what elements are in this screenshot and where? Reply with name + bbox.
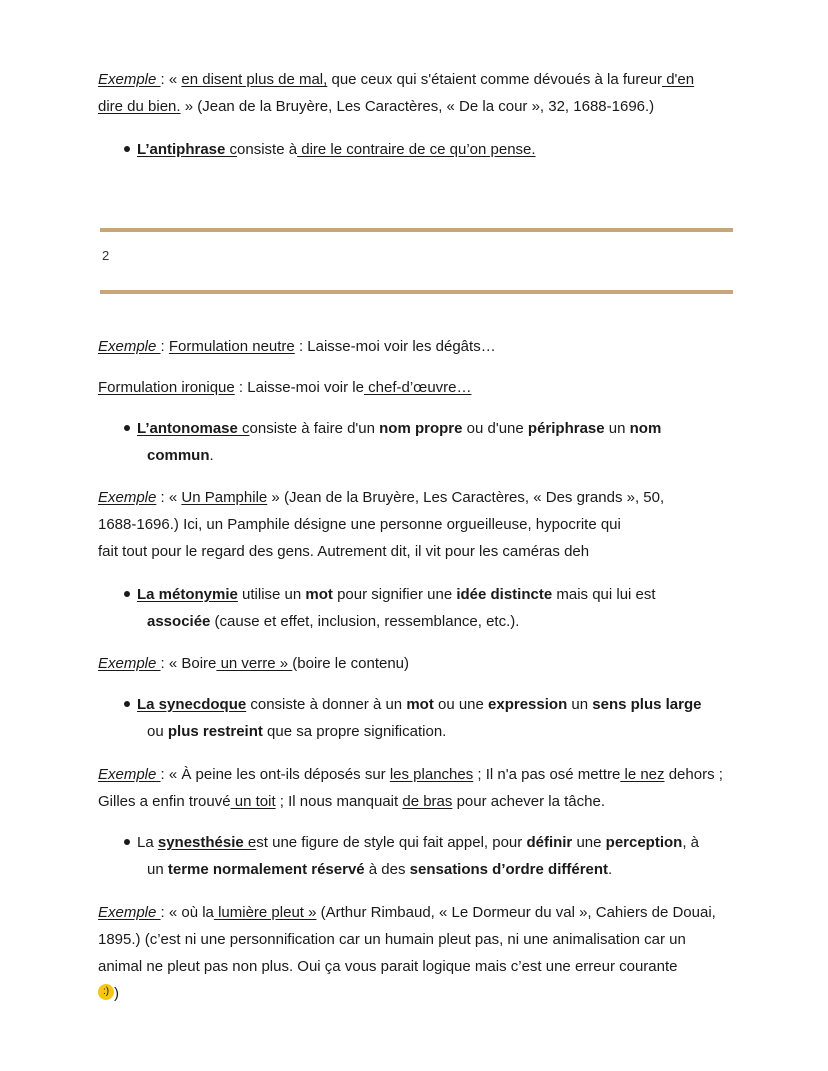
text-line bbox=[98, 899, 716, 926]
example-paragraph bbox=[98, 333, 496, 360]
text-line bbox=[98, 374, 472, 401]
page-number: 2 bbox=[102, 248, 110, 263]
text-run: un toit bbox=[230, 793, 276, 810]
text-run: : « À peine les ont-ils déposés sur bbox=[160, 766, 390, 783]
bullet-antonomase bbox=[124, 415, 661, 469]
bullet-icon bbox=[124, 839, 130, 845]
text-run: ou une bbox=[433, 696, 489, 713]
bullet-icon bbox=[124, 591, 130, 597]
example-paragraph bbox=[98, 899, 716, 1007]
text-run: expression bbox=[488, 696, 568, 713]
text-run: : « bbox=[156, 489, 182, 506]
text-run: c bbox=[242, 420, 250, 437]
text-line bbox=[124, 581, 656, 608]
text-run: : « Boire bbox=[160, 655, 217, 672]
text-run: en disent plus de mal, bbox=[181, 71, 328, 88]
text-run: Formulation neutre bbox=[168, 338, 295, 355]
text-run: perception bbox=[605, 834, 683, 851]
text-line bbox=[124, 608, 656, 635]
text-run: les planches bbox=[389, 766, 474, 783]
text-run: : Laisse-moi voir les dégâts… bbox=[294, 338, 496, 355]
text-run: : « où la bbox=[160, 904, 214, 921]
text-run: sensations d’ordre différent bbox=[409, 861, 609, 878]
text-run: à des bbox=[364, 861, 410, 878]
text-run: dire le contraire de ce qu’on pense. bbox=[297, 141, 536, 158]
section-divider-bottom bbox=[100, 290, 733, 294]
text-line bbox=[124, 829, 699, 856]
text-run: ou d'une bbox=[462, 420, 528, 437]
text-run: ou bbox=[147, 723, 168, 740]
text-run: ; Il nous manquait bbox=[275, 793, 403, 810]
text-line bbox=[98, 333, 496, 360]
text-line bbox=[124, 442, 661, 469]
text-run: Formulation ironique bbox=[98, 379, 235, 396]
text-line bbox=[98, 93, 694, 120]
text-run: onsiste à bbox=[237, 141, 298, 158]
text-run: . bbox=[209, 447, 214, 464]
text-run: associée bbox=[147, 613, 211, 630]
text-run: Exemple bbox=[98, 71, 161, 88]
text-line bbox=[98, 538, 664, 565]
text-run: 1688-1696.) Ici, un Pamphile désigne une personne orgueilleuse, hypocrite qui bbox=[98, 516, 621, 533]
text-run: une bbox=[572, 834, 606, 851]
text-line bbox=[124, 136, 536, 163]
text-run: 1895.) (c’est ni une personnification car un humain pleut pas, ni une animalisation car un bbox=[98, 931, 686, 948]
text-run: mot bbox=[406, 696, 434, 713]
text-run: animal ne pleut pas non plus. Oui ça vous parait logique mais c’est une erreur courante bbox=[98, 958, 678, 975]
text-run: » (Jean de la Bruyère, Les Caractères, « De la cour », 32, 1688-1696.) bbox=[180, 98, 655, 115]
example-paragraph bbox=[98, 761, 723, 815]
text-run: (cause et effet, inclusion, ressemblance, etc.). bbox=[210, 613, 520, 630]
text-run: Exemple bbox=[98, 766, 161, 783]
text-line bbox=[98, 926, 716, 953]
bullet-icon bbox=[124, 425, 130, 431]
text-run: Un Pamphile bbox=[181, 489, 268, 506]
bullet-synecdoque bbox=[124, 691, 702, 745]
text-run: dire du bien. bbox=[98, 98, 181, 115]
text-line bbox=[98, 788, 723, 815]
text-run: L’antiphrase bbox=[137, 141, 230, 158]
text-run: terme normalement réservé bbox=[167, 861, 365, 878]
smiley-emoji-icon: :) bbox=[98, 984, 114, 1000]
bullet-metonymie bbox=[124, 581, 656, 635]
text-run: Exemple bbox=[98, 489, 157, 506]
text-line bbox=[98, 761, 723, 788]
text-run: que ceux qui s'étaient comme dévoués à la fureur bbox=[327, 71, 663, 88]
text-run: de bras bbox=[402, 793, 453, 810]
text-run: un bbox=[147, 861, 168, 878]
text-run: st une figure de style qui fait appel, pour bbox=[256, 834, 527, 851]
text-run: un bbox=[567, 696, 593, 713]
text-run: (boire le contenu) bbox=[292, 655, 410, 672]
text-run: pour achever la tâche. bbox=[452, 793, 605, 810]
text-run: La synecdoque bbox=[137, 696, 247, 713]
text-run: d'en bbox=[662, 71, 695, 88]
text-run: lumière pleut » bbox=[213, 904, 317, 921]
text-run: Exemple bbox=[98, 904, 161, 921]
text-run: c bbox=[229, 141, 238, 158]
text-run: utilise un bbox=[237, 586, 306, 603]
text-run: Exemple bbox=[98, 338, 161, 355]
text-run: La métonymie bbox=[137, 586, 238, 603]
bullet-icon bbox=[124, 146, 130, 152]
text-run: Gilles a enfin trouvé bbox=[98, 793, 231, 810]
text-run: synesthésie bbox=[157, 834, 248, 851]
text-run: sens plus large bbox=[592, 696, 702, 713]
text-run: mot bbox=[305, 586, 333, 603]
text-run: » (Jean de la Bruyère, Les Caractères, « Des grands », 50, bbox=[267, 489, 665, 506]
example-paragraph bbox=[98, 66, 694, 120]
text-line bbox=[124, 691, 702, 718]
text-run: . bbox=[608, 861, 613, 878]
text-run: dehors ; bbox=[664, 766, 723, 783]
text-run: définir bbox=[526, 834, 573, 851]
text-run: pour signifier une bbox=[332, 586, 457, 603]
text-run: plus restreint bbox=[167, 723, 263, 740]
bullet-icon bbox=[124, 701, 130, 707]
text-run: ; Il n'a pas osé mettre bbox=[473, 766, 621, 783]
text-run: consiste à donner à un bbox=[246, 696, 407, 713]
text-run: Exemple bbox=[98, 655, 161, 672]
text-run: : bbox=[160, 338, 169, 355]
text-run: idée distincte bbox=[456, 586, 553, 603]
text-run: nom bbox=[629, 420, 662, 437]
text-run: (Arthur Rimbaud, « Le Dormeur du val », Cahiers de Douai, bbox=[316, 904, 716, 921]
bullet-synesthesie bbox=[124, 829, 699, 883]
text-run: un verre » bbox=[216, 655, 293, 672]
text-line bbox=[98, 953, 716, 980]
text-line bbox=[124, 856, 699, 883]
text-line bbox=[124, 718, 702, 745]
text-run: : Laisse-moi voir le bbox=[234, 379, 364, 396]
text-line bbox=[98, 511, 664, 538]
text-run: L’antonomase bbox=[137, 420, 243, 437]
text-run: le nez bbox=[620, 766, 665, 783]
text-line bbox=[124, 415, 661, 442]
text-run: e bbox=[247, 834, 257, 851]
text-run: mais qui lui est bbox=[552, 586, 656, 603]
text-run: un bbox=[604, 420, 630, 437]
text-run: périphrase bbox=[527, 420, 605, 437]
text-line bbox=[98, 650, 409, 677]
text-run: ) bbox=[114, 985, 119, 1002]
ironic-formulation bbox=[98, 374, 472, 401]
text-line bbox=[98, 66, 694, 93]
text-run: onsiste à faire d'un bbox=[249, 420, 380, 437]
text-run: : « bbox=[160, 71, 182, 88]
text-run: fait tout pour le regard des gens. Autrement dit, il vit pour les caméras deh bbox=[98, 543, 590, 560]
text-line bbox=[98, 980, 716, 1007]
text-run: que sa propre signification. bbox=[262, 723, 447, 740]
text-run: La bbox=[137, 834, 158, 851]
text-line bbox=[98, 484, 664, 511]
text-run: chef-d’œuvre… bbox=[363, 379, 472, 396]
text-run: , à bbox=[682, 834, 700, 851]
section-divider-top bbox=[100, 228, 733, 232]
text-run: commun bbox=[147, 447, 210, 464]
bullet-antiphrase bbox=[124, 136, 536, 163]
example-paragraph bbox=[98, 650, 409, 677]
example-paragraph bbox=[98, 484, 664, 565]
text-run: nom propre bbox=[379, 420, 463, 437]
